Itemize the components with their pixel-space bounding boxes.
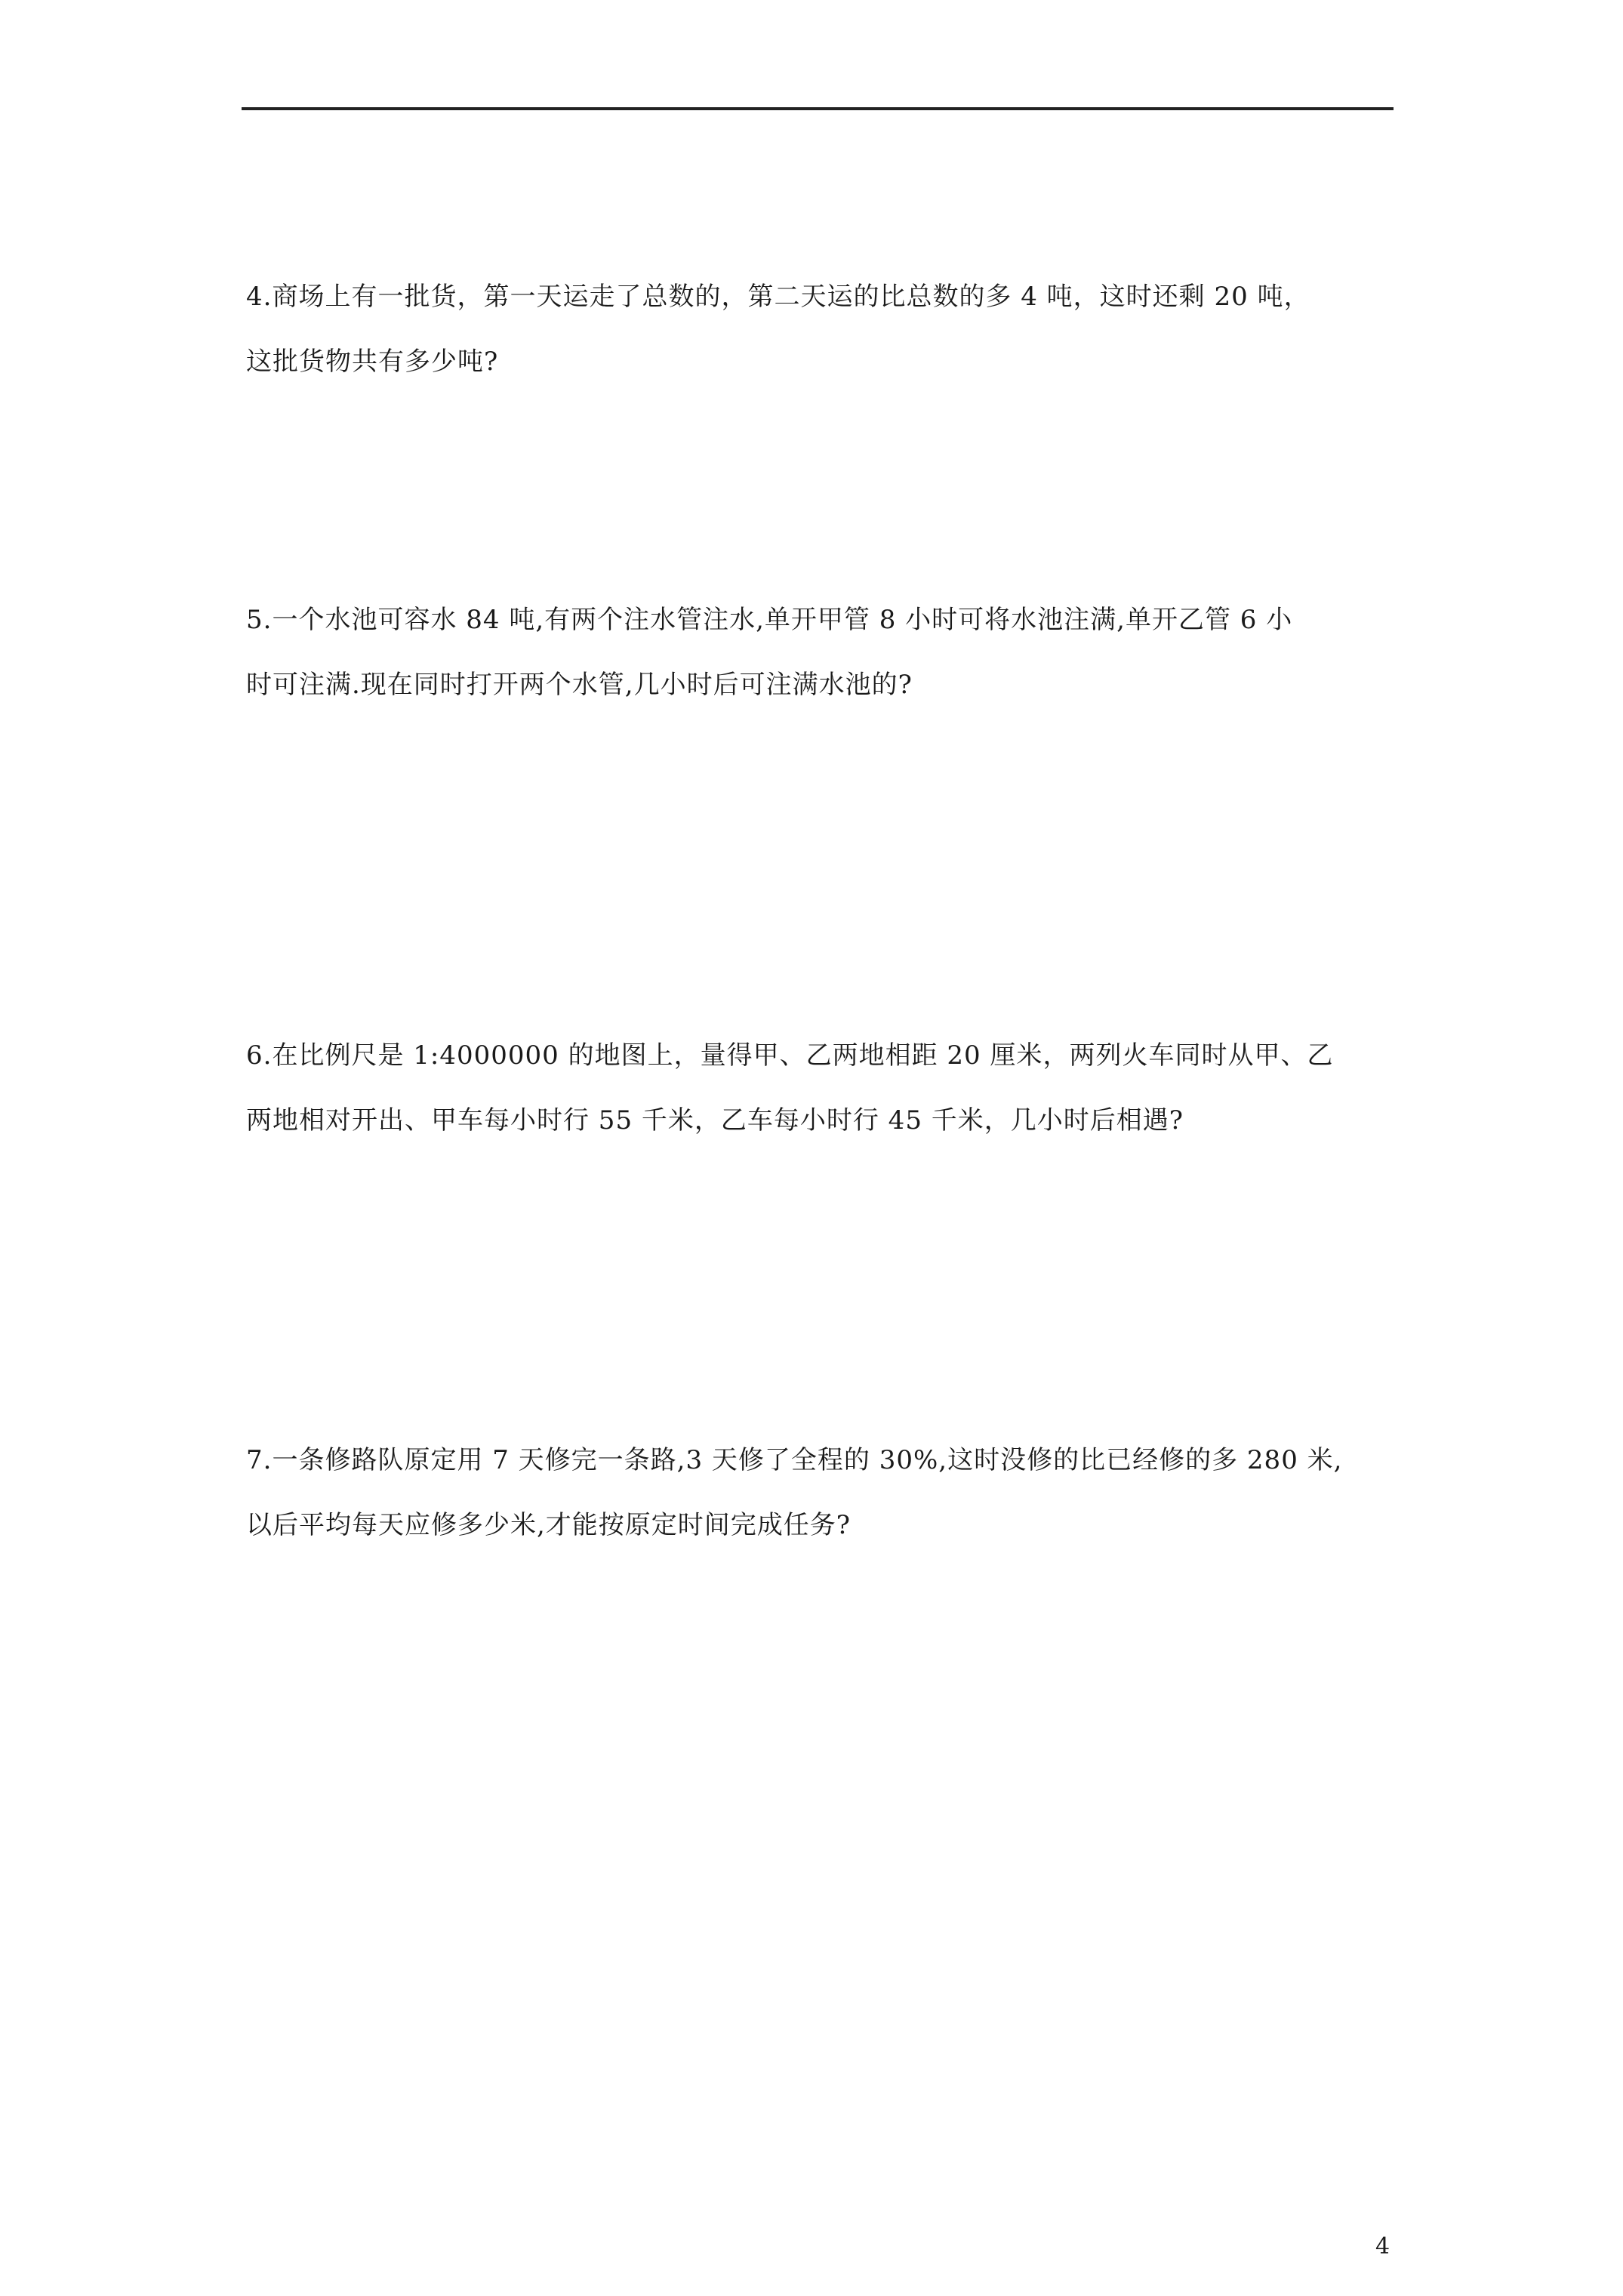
problem-5 — [246, 587, 1394, 717]
problem-4 — [246, 264, 1394, 394]
problem-7-line-1: 7.一条修路队原定用 7 天修完一条路,3 天修了全程的 30%,这时没修的比已经修的多 280 米, — [246, 1445, 1343, 1475]
problem-6 — [246, 1023, 1394, 1153]
problem-6-line-1: 6.在比例尺是 1:4000000 的地图上，量得甲、乙两地相距 20 厘米，两列火车同时从甲、乙 — [246, 1040, 1334, 1071]
problem-6-line-2: 两地相对开出、甲车每小时行 55 千米，乙车每小时行 45 千米，几小时后相遇? — [246, 1105, 1184, 1136]
page-number: 4 — [1375, 2233, 1390, 2260]
problem-4-line-1: 4.商场上有一批货，第一天运走了总数的，第二天运的比总数的多 4 吨，这时还剩 20 吨， — [246, 282, 1310, 312]
problem-5-line-1: 5.一个水池可容水 84 吨,有两个注水管注水,单开甲管 8 小时可将水池注满,单开乙管 6 小 — [246, 605, 1293, 635]
header-rule — [242, 107, 1394, 110]
problem-4-line-2: 这批货物共有多少吨? — [246, 347, 499, 377]
problem-7 — [246, 1428, 1394, 1558]
problem-5-line-2: 时可注满.现在同时打开两个水管,几小时后可注满水池的? — [246, 670, 913, 700]
problem-7-line-2: 以后平均每天应修多少米,才能按原定时间完成任务? — [246, 1510, 852, 1540]
